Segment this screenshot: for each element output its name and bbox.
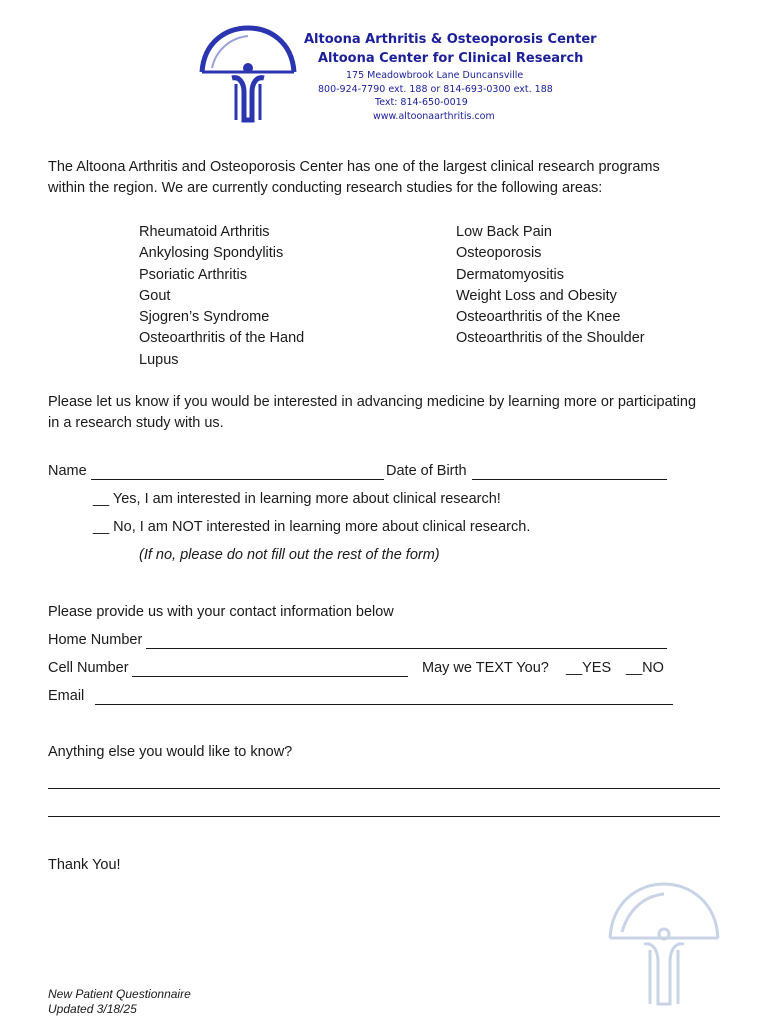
list-item: Psoriatic Arthritis bbox=[139, 266, 247, 283]
footer bbox=[48, 987, 191, 1017]
dob-label: Date of Birth bbox=[386, 463, 467, 479]
home-number-label: Home Number bbox=[48, 632, 143, 648]
text-number: Text: 814-650-0019 bbox=[375, 97, 468, 108]
intro-line-2: within the region. We are currently conducting research studies for the following areas: bbox=[48, 180, 603, 196]
intro-paragraph bbox=[48, 157, 738, 199]
conditions-list-left bbox=[139, 222, 304, 371]
org-name: Altoona Arthritis & Osteoporosis Center bbox=[304, 32, 597, 47]
list-item: Osteoporosis bbox=[456, 245, 542, 262]
email-label: Email bbox=[48, 688, 85, 704]
comments-line-1[interactable] bbox=[48, 788, 720, 789]
document-name: New Patient Questionnaire bbox=[48, 987, 191, 1001]
interest-paragraph bbox=[48, 392, 738, 434]
list-item: Low Back Pain bbox=[456, 224, 552, 240]
cell-number-label: Cell Number bbox=[48, 660, 129, 676]
list-item: Gout bbox=[139, 287, 171, 304]
anything-else-label: Anything else you would like to know? bbox=[48, 744, 293, 760]
text-question: May we TEXT You? bbox=[422, 660, 549, 676]
dob-field[interactable] bbox=[472, 479, 667, 480]
list-item: Osteoarthritis of the Shoulder bbox=[456, 330, 645, 347]
watermark-logo bbox=[604, 878, 724, 1010]
updated-date: Updated 3/18/25 bbox=[48, 1002, 137, 1016]
name-label: Name bbox=[48, 463, 87, 479]
comments-line-2[interactable] bbox=[48, 816, 720, 817]
email-field[interactable] bbox=[95, 704, 673, 705]
interest-line-2: in a research study with us. bbox=[48, 415, 224, 431]
cell-number-field[interactable] bbox=[132, 676, 408, 677]
list-item: Dermatomyositis bbox=[456, 266, 564, 283]
yes-interested-option[interactable]: __ Yes, I am interested in learning more about clinical research! bbox=[93, 491, 501, 507]
thank-you: Thank You! bbox=[48, 857, 121, 873]
center-logo bbox=[196, 24, 300, 126]
name-field[interactable] bbox=[91, 479, 384, 480]
research-center-name: Altoona Center for Clinical Research bbox=[318, 51, 584, 66]
conditions-list-right bbox=[456, 222, 645, 350]
list-item: Rheumatoid Arthritis bbox=[139, 224, 270, 240]
not-interested-option[interactable]: __ No, I am NOT interested in learning more about clinical research. bbox=[93, 519, 531, 535]
website[interactable]: www.altoonaarthritis.com bbox=[373, 111, 495, 122]
text-no-option[interactable]: __NO bbox=[626, 660, 664, 676]
list-item: Ankylosing Spondylitis bbox=[139, 245, 284, 262]
home-number-field[interactable] bbox=[146, 648, 667, 649]
list-item: Weight Loss and Obesity bbox=[456, 287, 617, 304]
contact-intro: Please provide us with your contact information below bbox=[48, 604, 394, 620]
list-item: Sjogren’s Syndrome bbox=[139, 309, 270, 326]
text-yes-option[interactable]: __YES bbox=[566, 660, 612, 676]
list-item: Osteoarthritis of the Knee bbox=[456, 309, 621, 326]
list-item: Osteoarthritis of the Hand bbox=[139, 330, 305, 347]
list-item: Lupus bbox=[139, 351, 179, 368]
no-option-note: (If no, please do not fill out the rest of the form) bbox=[139, 547, 440, 563]
interest-line-1: Please let us know if you would be interested in advancing medicine by learning more or participating bbox=[48, 394, 697, 410]
address: 175 Meadowbrook Lane Duncansville bbox=[346, 70, 524, 81]
intro-line-1: The Altoona Arthritis and Osteoporosis Center has one of the largest clinical research programs bbox=[48, 159, 660, 175]
phone-numbers: 800-924-7790 ext. 188 or 814-693-0300 ext. 188 bbox=[318, 84, 553, 95]
